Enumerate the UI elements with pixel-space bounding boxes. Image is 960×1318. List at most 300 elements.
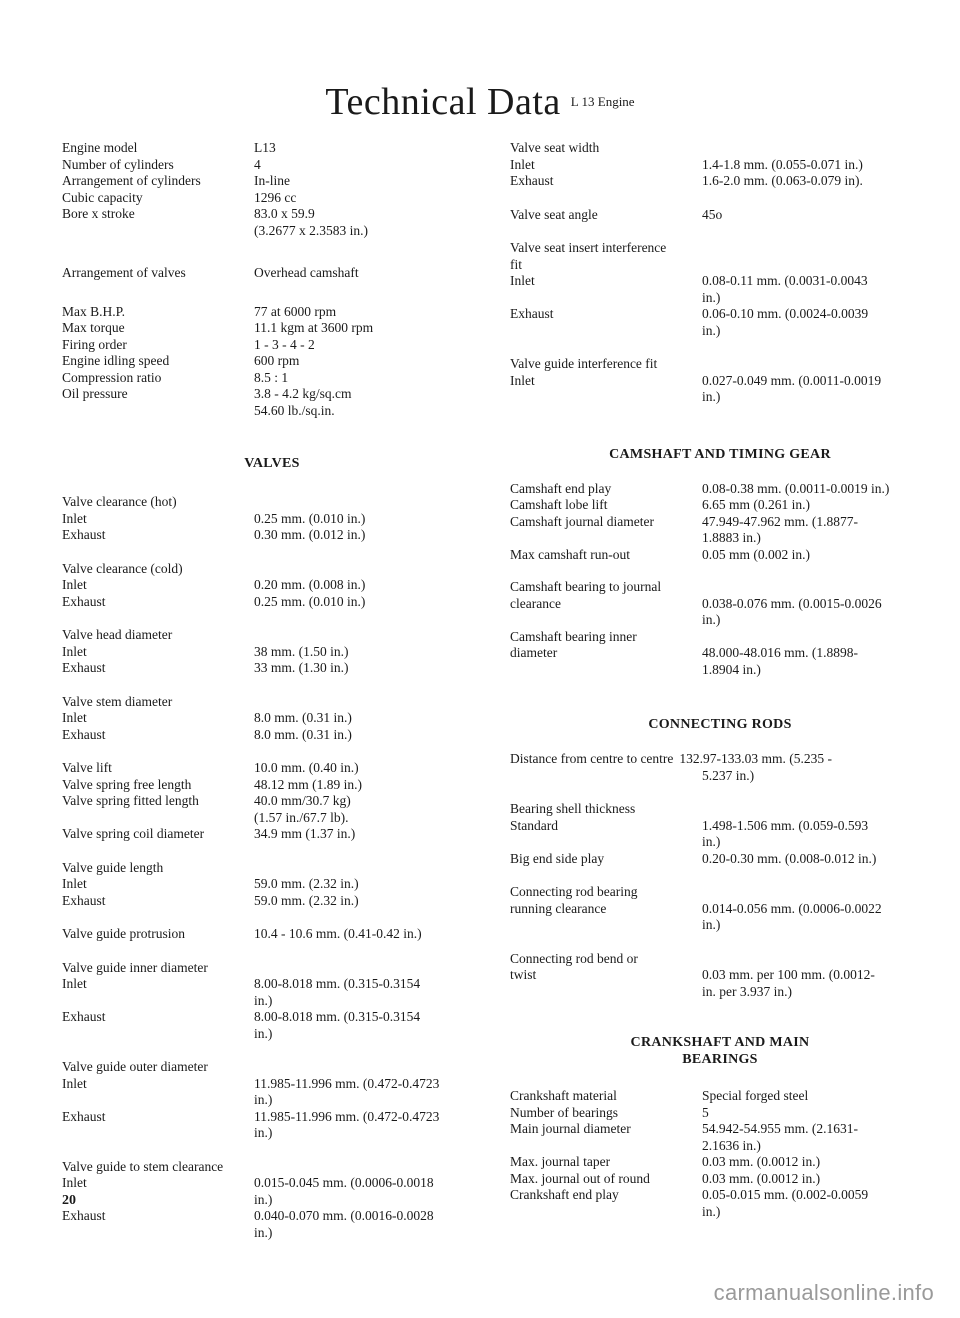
spec-row bbox=[510, 140, 930, 157]
spec-row bbox=[62, 926, 482, 943]
spec-label: Valve stem diameter bbox=[62, 693, 173, 709]
spec-value bbox=[254, 561, 482, 578]
spec-row bbox=[510, 481, 930, 498]
spec-value: in.) bbox=[702, 289, 721, 305]
spec-group bbox=[510, 884, 930, 934]
spec-label bbox=[62, 993, 254, 1010]
spec-row bbox=[62, 320, 482, 337]
rods-heading: CONNECTING RODS bbox=[648, 717, 792, 732]
spec-row bbox=[510, 901, 930, 918]
spec-label: Valve guide interference fit bbox=[510, 356, 658, 371]
spec-value: 1.6-2.0 mm. (0.063-0.079 in). bbox=[702, 173, 863, 188]
spec-label: Distance from centre to centre bbox=[510, 751, 674, 766]
spec-value: 132.97-133.03 mm. (5.235 - bbox=[679, 751, 833, 766]
spec-row bbox=[510, 1187, 930, 1204]
spec-label: Exhaust bbox=[62, 726, 106, 742]
spec-label: Exhaust bbox=[510, 173, 554, 188]
spec-row bbox=[510, 373, 930, 390]
spec-group bbox=[62, 694, 482, 744]
spec-row bbox=[62, 265, 482, 282]
spec-row bbox=[62, 1208, 482, 1225]
spec-row bbox=[510, 157, 930, 174]
spec-row bbox=[62, 511, 482, 528]
spec-value: 8.00-8.018 mm. (0.315-0.3154 bbox=[254, 1009, 421, 1024]
spec-label: twist bbox=[510, 967, 537, 982]
spec-value: 1.498-1.506 mm. (0.059-0.593 bbox=[702, 817, 869, 833]
spec-value: 4 bbox=[254, 156, 261, 172]
spec-label: Valve seat angle bbox=[510, 206, 598, 222]
spec-group bbox=[510, 579, 930, 678]
spec-row bbox=[62, 337, 482, 354]
spec-label: Max torque bbox=[62, 320, 125, 335]
spec-row bbox=[62, 1225, 482, 1242]
spec-label: Number of bearings bbox=[510, 1104, 618, 1120]
spec-value: 8.00-8.018 mm. (0.315-0.3154 bbox=[254, 976, 421, 991]
valves-heading: VALVES bbox=[244, 456, 300, 471]
spec-value: in. per 3.937 in.) bbox=[702, 983, 792, 999]
spec-label: Inlet bbox=[62, 643, 87, 659]
spec-row bbox=[510, 984, 930, 1001]
spec-row bbox=[62, 627, 482, 644]
spec-value: (1.57 in./67.7 lb). bbox=[254, 809, 349, 825]
spec-value bbox=[254, 1059, 482, 1076]
spec-label: Connecting rod bearing bbox=[510, 884, 638, 899]
spec-value: 0.040-0.070 mm. (0.0016-0.0028 bbox=[254, 1208, 434, 1223]
spec-label: Valve spring coil diameter bbox=[62, 826, 205, 841]
spec-row bbox=[62, 727, 482, 744]
spec-group bbox=[510, 240, 930, 339]
spec-value bbox=[254, 627, 482, 644]
spec-row bbox=[62, 1059, 482, 1076]
spec-label: Inlet bbox=[62, 510, 87, 526]
page-title bbox=[0, 80, 960, 124]
spec-row bbox=[62, 976, 482, 993]
spec-row bbox=[510, 579, 930, 596]
spec-value: in.) bbox=[702, 1203, 721, 1219]
spec-label: Max camshaft run-out bbox=[510, 546, 630, 562]
spec-value: in.) bbox=[702, 834, 721, 849]
spec-row bbox=[510, 884, 930, 901]
crankshaft-specs bbox=[510, 1088, 930, 1220]
valve-arrangement bbox=[62, 265, 482, 282]
spec-value: in.) bbox=[254, 992, 273, 1008]
spec-value: in.) bbox=[254, 1025, 273, 1041]
spec-label: Inlet bbox=[62, 710, 87, 725]
spec-value: in.) bbox=[254, 1092, 273, 1107]
spec-row bbox=[510, 1105, 930, 1122]
spec-value: 0.08-0.38 mm. (0.0011-0.0019 in.) bbox=[702, 480, 890, 496]
spec-label: Camshaft end play bbox=[510, 480, 612, 496]
spec-value: in.) bbox=[702, 389, 721, 404]
spec-label bbox=[510, 834, 702, 851]
spec-row bbox=[510, 1138, 930, 1155]
spec-value: 0.30 mm. (0.012 in.) bbox=[254, 527, 366, 542]
spec-value: in.) bbox=[254, 1191, 273, 1207]
spec-row bbox=[510, 917, 930, 934]
spec-label: Exhaust bbox=[62, 1208, 106, 1223]
spec-label bbox=[62, 403, 254, 420]
spec-value: 0.06-0.10 mm. (0.0024-0.0039 bbox=[702, 306, 869, 321]
spec-row bbox=[62, 1026, 482, 1043]
spec-row bbox=[62, 157, 482, 174]
spec-value: 0.08-0.11 mm. (0.0031-0.0043 bbox=[702, 273, 868, 288]
spec-group bbox=[510, 140, 930, 190]
spec-row bbox=[62, 1092, 482, 1109]
spec-label: Number of cylinders bbox=[62, 156, 174, 172]
spec-value: 11.985-11.996 mm. (0.472-0.4723 bbox=[254, 1075, 440, 1091]
general-specs bbox=[62, 140, 482, 239]
spec-value: 8.5 : 1 bbox=[254, 369, 289, 385]
spec-label: Main journal diameter bbox=[510, 1121, 631, 1136]
spec-label bbox=[62, 1192, 254, 1209]
spec-value: 1 - 3 - 4 - 2 bbox=[254, 336, 315, 352]
spec-label: Inlet bbox=[62, 876, 87, 891]
rods-groups bbox=[510, 751, 930, 1000]
spec-row bbox=[62, 826, 482, 843]
spec-label: Compression ratio bbox=[62, 369, 162, 385]
spec-value: 3.8 - 4.2 kg/sq.cm bbox=[254, 386, 352, 401]
spec-row bbox=[62, 993, 482, 1010]
spec-label: clearance bbox=[510, 595, 561, 611]
spec-row bbox=[62, 1009, 482, 1026]
spec-value: 1296 cc bbox=[254, 189, 297, 205]
spec-value: 48.000-48.016 mm. (1.8898- bbox=[702, 645, 858, 660]
spec-value: 45o bbox=[702, 206, 723, 222]
spec-label bbox=[510, 612, 702, 629]
spec-row bbox=[62, 1125, 482, 1142]
spec-group bbox=[62, 860, 482, 910]
crankshaft-heading-line2: BEARINGS bbox=[682, 1052, 758, 1067]
spec-label: Inlet bbox=[510, 372, 535, 388]
spec-group bbox=[510, 801, 930, 867]
spec-value: in.) bbox=[254, 1224, 273, 1240]
spec-label: Valve guide inner diameter bbox=[62, 959, 208, 975]
spec-label: Valve guide length bbox=[62, 859, 164, 875]
spec-value: 6.65 mm (0.261 in.) bbox=[702, 497, 810, 512]
spec-label: Valve clearance (hot) bbox=[62, 494, 177, 509]
spec-row bbox=[510, 389, 930, 406]
spec-label: Valve lift bbox=[62, 760, 112, 775]
spec-row bbox=[510, 1204, 930, 1221]
spec-row bbox=[510, 323, 930, 340]
spec-row bbox=[510, 306, 930, 323]
spec-value: 0.038-0.076 mm. (0.0015-0.0026 bbox=[702, 595, 882, 611]
spec-row bbox=[510, 497, 930, 514]
spec-row bbox=[62, 1192, 482, 1209]
spec-label: Camshaft journal diameter bbox=[510, 513, 654, 529]
spec-value: (3.2677 x 2.3583 in.) bbox=[254, 222, 368, 238]
spec-value: Special forged steel bbox=[702, 1088, 809, 1103]
spec-row bbox=[510, 273, 930, 290]
spec-row bbox=[62, 594, 482, 611]
spec-label: Valve spring free length bbox=[62, 776, 192, 792]
spec-row bbox=[510, 801, 930, 818]
spec-value: 59.0 mm. (2.32 in.) bbox=[254, 876, 359, 891]
spec-row bbox=[510, 240, 930, 257]
spec-label: Inlet bbox=[62, 577, 87, 592]
spec-row bbox=[62, 893, 482, 910]
spec-value: 0.20-0.30 mm. (0.008-0.012 in.) bbox=[702, 850, 877, 866]
spec-row bbox=[510, 751, 930, 768]
spec-label: Exhaust bbox=[62, 1009, 106, 1024]
spec-value bbox=[702, 356, 930, 373]
spec-group bbox=[510, 356, 930, 406]
spec-label: Camshaft bearing inner bbox=[510, 628, 637, 644]
spec-row bbox=[62, 694, 482, 711]
spec-group bbox=[62, 926, 482, 943]
spec-row bbox=[62, 760, 482, 777]
spec-value: 47.949-47.962 mm. (1.8877- bbox=[702, 513, 858, 529]
spec-value bbox=[702, 140, 930, 157]
crankshaft-heading bbox=[510, 1034, 930, 1068]
spec-label: Firing order bbox=[62, 336, 127, 352]
spec-group bbox=[510, 207, 930, 224]
watermark: carmanualsonline.info bbox=[713, 1280, 934, 1305]
spec-label: Bore x stroke bbox=[62, 206, 135, 221]
spec-value: 0.25 mm. (0.010 in.) bbox=[254, 593, 366, 609]
spec-row bbox=[62, 353, 482, 370]
spec-label: Valve guide outer diameter bbox=[62, 1059, 208, 1074]
spec-row bbox=[510, 1154, 930, 1171]
spec-row bbox=[62, 660, 482, 677]
spec-row bbox=[510, 530, 930, 547]
title-subtitle: L 13 Engine bbox=[570, 94, 635, 109]
spec-value: 48.12 mm (1.89 in.) bbox=[254, 776, 362, 792]
spec-label: Valve seat insert interference bbox=[510, 240, 667, 255]
spec-group bbox=[62, 494, 482, 544]
spec-row bbox=[62, 577, 482, 594]
spec-value bbox=[254, 960, 482, 977]
spec-row bbox=[62, 190, 482, 207]
spec-value bbox=[254, 494, 482, 511]
spec-label: Inlet bbox=[510, 273, 535, 288]
spec-value: 54.60 lb./sq.in. bbox=[254, 402, 335, 418]
spec-group bbox=[510, 751, 930, 784]
spec-group bbox=[62, 627, 482, 677]
spec-row bbox=[510, 1088, 930, 1105]
spec-label: Engine model bbox=[62, 140, 138, 155]
spec-label: Inlet bbox=[62, 1175, 87, 1190]
spec-label bbox=[62, 1225, 254, 1242]
spec-label: Arrangement of valves bbox=[62, 265, 186, 280]
spec-label: Exhaust bbox=[62, 892, 106, 908]
spec-label: Bearing shell thickness bbox=[510, 801, 636, 816]
spec-label: fit bbox=[510, 256, 522, 272]
spec-row bbox=[62, 494, 482, 511]
spec-row bbox=[510, 356, 930, 373]
spec-value bbox=[702, 579, 930, 596]
performance-specs bbox=[62, 304, 482, 420]
spec-label bbox=[62, 1026, 254, 1043]
spec-row bbox=[62, 810, 482, 827]
spec-label bbox=[510, 290, 702, 307]
spec-label: diameter bbox=[510, 645, 558, 660]
spec-value bbox=[702, 801, 930, 818]
spec-value: 40.0 mm/30.7 kg) bbox=[254, 793, 351, 808]
spec-value: In-line bbox=[254, 173, 290, 188]
spec-value: 600 rpm bbox=[254, 353, 300, 368]
spec-label: Arrangement of cylinders bbox=[62, 173, 201, 188]
spec-label: running clearance bbox=[510, 900, 607, 916]
spec-group bbox=[62, 1059, 482, 1142]
spec-row bbox=[62, 1076, 482, 1093]
spec-row bbox=[510, 951, 930, 968]
spec-row bbox=[510, 1171, 930, 1188]
spec-label bbox=[510, 323, 702, 340]
spec-label: Connecting rod bend or bbox=[510, 950, 638, 966]
spec-row bbox=[510, 629, 930, 646]
camshaft-heading: CAMSHAFT AND TIMING GEAR bbox=[609, 446, 831, 462]
spec-value bbox=[254, 694, 482, 711]
right-column bbox=[510, 140, 930, 1220]
spec-value: 59.0 mm. (2.32 in.) bbox=[254, 892, 359, 908]
crankshaft-heading-line1: CRANKSHAFT AND MAIN bbox=[630, 1035, 810, 1050]
spec-row bbox=[510, 967, 930, 984]
spec-label: Exhaust bbox=[62, 1108, 106, 1124]
spec-value: 1.4-1.8 mm. (0.055-0.071 in.) bbox=[702, 156, 863, 172]
spec-value: in.) bbox=[702, 612, 721, 627]
spec-value: 10.0 mm. (0.40 in.) bbox=[254, 760, 359, 775]
spec-row bbox=[510, 596, 930, 613]
spec-row bbox=[62, 223, 482, 240]
spec-group bbox=[62, 760, 482, 843]
spec-label bbox=[62, 1092, 254, 1109]
spec-label: Camshaft lobe lift bbox=[510, 497, 608, 512]
spec-label bbox=[510, 984, 702, 1001]
spec-value: 11.1 kgm at 3600 rpm bbox=[254, 320, 374, 335]
spec-row bbox=[62, 527, 482, 544]
spec-value bbox=[702, 629, 930, 646]
valves-groups bbox=[62, 494, 482, 1241]
spec-value: 77 at 6000 rpm bbox=[254, 303, 337, 319]
spec-row bbox=[510, 547, 930, 564]
spec-label: Inlet bbox=[510, 156, 535, 172]
spec-row bbox=[510, 1121, 930, 1138]
spec-label bbox=[510, 917, 702, 934]
spec-label: Exhaust bbox=[62, 593, 106, 609]
spec-value: 11.985-11.996 mm. (0.472-0.4723 bbox=[254, 1108, 440, 1124]
spec-row bbox=[62, 793, 482, 810]
spec-label bbox=[62, 810, 254, 827]
spec-row bbox=[62, 1159, 482, 1176]
spec-label bbox=[510, 389, 702, 406]
spec-value: 0.03 mm. (0.0012 in.) bbox=[702, 1154, 821, 1169]
spec-row bbox=[510, 768, 930, 785]
spec-label: Engine idling speed bbox=[62, 353, 170, 368]
spec-value: 8.0 mm. (0.31 in.) bbox=[254, 710, 352, 725]
spec-row bbox=[510, 662, 930, 679]
spec-value: 10.4 - 10.6 mm. (0.41-0.42 in.) bbox=[254, 926, 422, 941]
title-text: Technical Data bbox=[325, 81, 561, 123]
spec-label: Max. journal taper bbox=[510, 1154, 611, 1169]
spec-label: Max B.H.P. bbox=[62, 303, 126, 319]
spec-row bbox=[62, 561, 482, 578]
spec-group bbox=[510, 481, 930, 564]
seat-groups bbox=[510, 140, 930, 406]
spec-label: Valve head diameter bbox=[62, 627, 173, 642]
spec-label: Valve clearance (cold) bbox=[62, 560, 183, 576]
spec-value bbox=[254, 1159, 482, 1176]
spec-value: 0.03 mm. per 100 mm. (0.0012- bbox=[702, 967, 875, 982]
spec-value: Overhead camshaft bbox=[254, 265, 359, 280]
spec-row bbox=[510, 514, 930, 531]
spec-row bbox=[510, 207, 930, 224]
spec-value: 5.237 in.) bbox=[702, 767, 755, 783]
spec-label bbox=[510, 768, 702, 785]
spec-row bbox=[510, 834, 930, 851]
spec-label: Exhaust bbox=[510, 306, 554, 321]
spec-value: 33 mm. (1.30 in.) bbox=[254, 660, 349, 675]
spec-row bbox=[62, 777, 482, 794]
spec-row bbox=[510, 645, 930, 662]
spec-label: Inlet bbox=[62, 1075, 87, 1091]
spec-label: Crankshaft end play bbox=[510, 1187, 619, 1202]
page-number: 20 bbox=[62, 1193, 76, 1208]
spec-value: in.) bbox=[702, 322, 721, 338]
spec-label: Valve guide to stem clearance bbox=[62, 1158, 224, 1174]
spec-row bbox=[62, 206, 482, 223]
spec-label bbox=[510, 1204, 702, 1221]
spec-value: 0.03 mm. (0.0012 in.) bbox=[702, 1170, 821, 1186]
spec-value: 34.9 mm (1.37 in.) bbox=[254, 826, 356, 841]
spec-value: 2.1636 in.) bbox=[702, 1137, 761, 1153]
spec-row bbox=[62, 644, 482, 661]
spec-row bbox=[62, 386, 482, 403]
spec-label: Exhaust bbox=[62, 660, 106, 675]
spec-label: Max. journal out of round bbox=[510, 1170, 650, 1186]
spec-row bbox=[62, 960, 482, 977]
spec-value: in.) bbox=[254, 1125, 273, 1140]
spec-label bbox=[62, 223, 254, 240]
spec-value: 83.0 x 59.9 bbox=[254, 206, 315, 221]
spec-row bbox=[62, 710, 482, 727]
spec-label: Exhaust bbox=[62, 527, 106, 542]
spec-group bbox=[62, 561, 482, 611]
spec-value bbox=[702, 240, 930, 257]
spec-row bbox=[62, 140, 482, 157]
spec-label bbox=[62, 1125, 254, 1142]
spec-value: 1.8883 in.) bbox=[702, 530, 761, 545]
spec-label bbox=[510, 1138, 702, 1155]
spec-value: 0.027-0.049 mm. (0.0011-0.0019 bbox=[702, 372, 882, 388]
spec-label: Cubic capacity bbox=[62, 189, 143, 205]
spec-row bbox=[62, 403, 482, 420]
spec-value: 0.05 mm (0.002 in.) bbox=[702, 546, 810, 562]
spec-label: Oil pressure bbox=[62, 386, 128, 401]
spec-row bbox=[510, 612, 930, 629]
spec-row bbox=[62, 304, 482, 321]
spec-value bbox=[254, 860, 482, 877]
spec-row bbox=[62, 1109, 482, 1126]
spec-label bbox=[510, 530, 702, 547]
spec-group bbox=[62, 1159, 482, 1242]
spec-row bbox=[62, 173, 482, 190]
spec-group bbox=[62, 960, 482, 1043]
spec-value bbox=[702, 884, 930, 901]
spec-label: Valve seat width bbox=[510, 140, 600, 155]
spec-label: Valve spring fitted length bbox=[62, 793, 199, 808]
spec-label: Valve guide protrusion bbox=[62, 926, 185, 941]
spec-value: 1.8904 in.) bbox=[702, 661, 761, 677]
spec-label: Big end side play bbox=[510, 850, 605, 866]
spec-row bbox=[510, 290, 930, 307]
spec-row bbox=[510, 851, 930, 868]
spec-value: 5 bbox=[702, 1104, 709, 1120]
spec-value bbox=[702, 951, 930, 968]
spec-row bbox=[62, 370, 482, 387]
spec-row bbox=[510, 257, 930, 274]
spec-label bbox=[510, 662, 702, 679]
